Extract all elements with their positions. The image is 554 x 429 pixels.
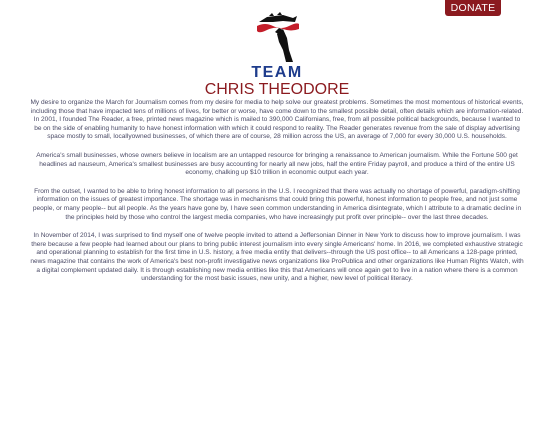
team-heading: TEAM <box>251 64 303 81</box>
donate-button[interactable]: DONATE <box>445 0 501 16</box>
member-name: CHRIS THEODORE <box>204 81 350 98</box>
member-bio <box>30 99 524 294</box>
bio-paragraph: From the outset, I wanted to be able to bring honest information to all persons in the U.S. I recognized that there was actually no shortage of powerful, paradigm-shifting information on the issues of greatest importance. The shortage was in mechanisms that could bring this powerful, honest information to people free, and not just some people, or many people-- but all people. As the years have gone by, I have seen common understanding in America disintegrate, which I attribute to a dramatic decline in the principles held by those who control the largest media companies, who have increasingly put profit over principle-- over the last three decades. <box>32 187 522 221</box>
bio-paragraph: My desire to organize the March for Journalism comes from my desire for media to help solve our greatest problems. Sometimes the most momentous of historical events, including those that have impacted tens of millions of lives, for better or worse, have come down to the smallest possible detail, often details which are information-related. In 2001, I founded The Reader, a free, printed news magazine which is mailed to 390,000 Californians, free, from all possible political backgrounds, because I wanted to be on the side of enabling humanity to have honest information with which it could respond to reality. The Reader generates revenue from the sale of display advertising space mostly to small, locallyowned businesses, of which there are of course, 28 million across the US, an average of 7,000 for every 30,000 U.S. households. <box>30 99 524 141</box>
march-for-journalism-logo-icon <box>253 12 301 64</box>
bio-paragraph: In November of 2014, I was surprised to find myself one of twelve people invited to attend a Jeffersonian Dinner in New York to discuss how to improve journalism. I was there because a few people had learned about our plans to bring public interest journalism into every single Americans' home. In 2016, we completed exhaustive strategic and operational planning to establish for the first time in U.S. history, a free media entity that delivers--through the US post office-- to all Americans a 128-page printed, news magazine that contains the work of America's best non-profit investigative news organizations like ProPublica and other organizations like Human Rights Watch, with a digital complement updated daily. It is through establishing new media entities like this that Americans will once again get to live in a nation where there is a common understanding for the most basic issues, new unity, and a higher, new level of political literacy. <box>30 232 524 283</box>
bio-paragraph: America's small businesses, whose owners believe in localism are an untapped resource for bringing a renaissance to American journalism. While the Fortune 500 get headlines ad nauseum, America's smallest businesses are busy accounting for nearly all new jobs, half the entire Friday payroll, and produce a third of the entire US economy, chalking up $10 trillion in economic output each year. <box>36 151 518 177</box>
